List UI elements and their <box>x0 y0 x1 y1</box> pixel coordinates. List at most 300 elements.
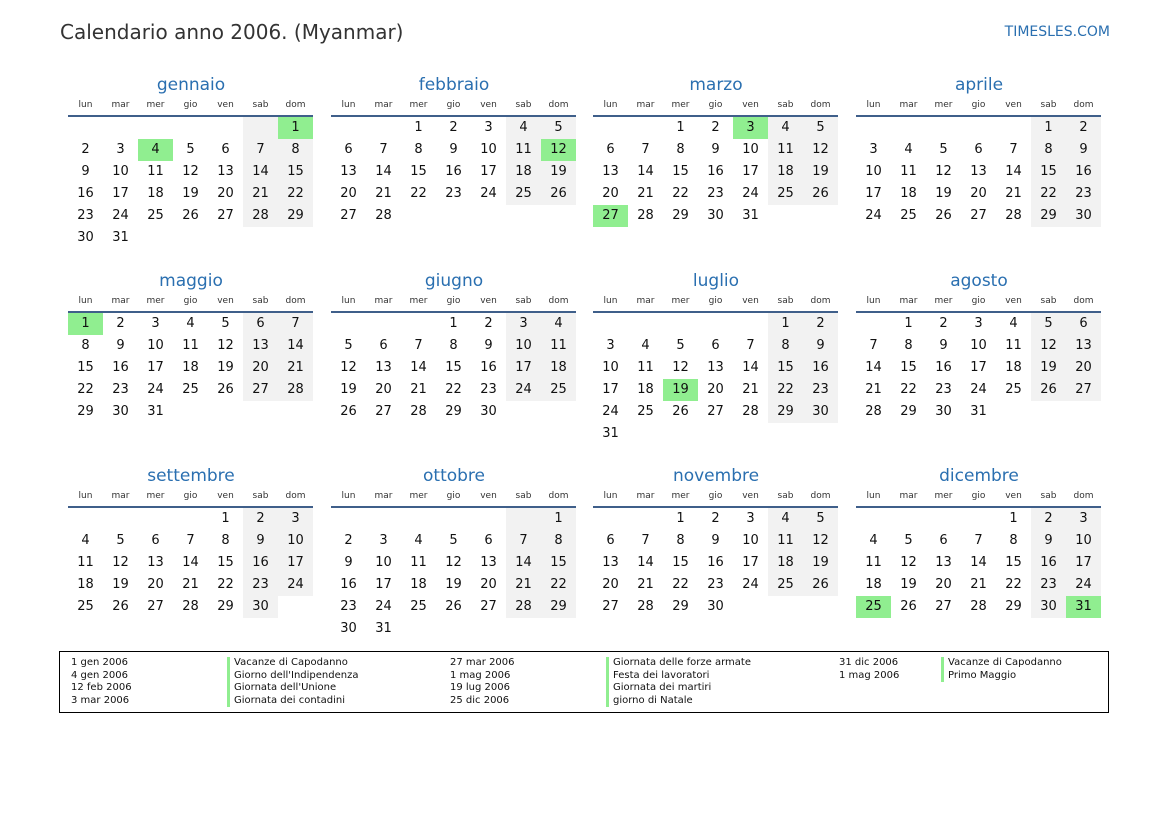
day-cell: 24 <box>865 208 882 223</box>
day-cell: 10 <box>506 335 541 357</box>
day-cell: 5 <box>186 142 195 157</box>
day-cell: 22 <box>410 186 427 201</box>
holiday-day: 27 <box>593 205 628 227</box>
day-cell: 26 <box>217 382 234 397</box>
day-cell: 15 <box>445 360 462 375</box>
weekday-label: sab <box>515 296 532 306</box>
weekday-label: dom <box>1073 100 1094 110</box>
month-febbraio <box>331 73 577 227</box>
legend-date: 19 lug 2006 <box>450 682 510 694</box>
day-cell: 19 <box>935 186 952 201</box>
day-cell: 23 <box>480 382 497 397</box>
empty-day <box>331 313 366 335</box>
day-cell: 6 <box>606 533 615 548</box>
holiday-day: 1 <box>68 313 103 335</box>
day-cell: 17 <box>375 577 392 592</box>
day-cell: 22 <box>217 577 234 592</box>
day-cell: 23 <box>803 379 838 401</box>
legend-event: Giornata dei contadini <box>227 695 359 708</box>
day-cell: 22 <box>278 183 313 205</box>
day-cell: 5 <box>541 117 576 139</box>
day-grid <box>593 313 839 445</box>
day-cell: 27 <box>1066 379 1101 401</box>
day-cell: 21 <box>278 357 313 379</box>
day-grid <box>856 117 1102 227</box>
day-cell: 1 <box>676 120 685 135</box>
day-cell: 21 <box>410 382 427 397</box>
day-cell: 12 <box>803 530 838 552</box>
weekday-label: sab <box>1040 491 1057 501</box>
day-cell: 11 <box>541 335 576 357</box>
weekday-header <box>856 489 1102 504</box>
day-cell: 24 <box>1066 574 1101 596</box>
day-cell: 14 <box>375 164 392 179</box>
weekday-label: ven <box>480 491 497 501</box>
day-cell: 1 <box>768 313 803 335</box>
day-cell: 21 <box>243 183 278 205</box>
weekday-label: gio <box>708 296 723 306</box>
legend-date: 4 gen 2006 <box>71 669 129 681</box>
weekday-label: mar <box>374 100 393 110</box>
legend-event: Primo Maggio <box>941 670 1062 683</box>
day-cell: 15 <box>278 161 313 183</box>
day-cell: 16 <box>1066 161 1101 183</box>
day-grid <box>331 117 577 227</box>
empty-day <box>628 117 663 139</box>
day-cell: 17 <box>970 360 987 375</box>
day-cell: 13 <box>707 360 724 375</box>
day-cell: 6 <box>1066 313 1101 335</box>
day-cell: 13 <box>970 164 987 179</box>
day-cell: 3 <box>151 316 160 331</box>
weekday-label: sab <box>777 296 794 306</box>
day-cell: 17 <box>506 357 541 379</box>
month-settembre <box>68 464 314 618</box>
day-cell: 1 <box>1009 511 1018 526</box>
day-cell: 20 <box>1066 357 1101 379</box>
day-cell: 13 <box>1066 335 1101 357</box>
day-cell: 31 <box>742 208 759 223</box>
brand-link[interactable]: TIMESLES.COM <box>1004 24 1110 40</box>
weekday-header <box>331 98 577 113</box>
empty-day <box>926 508 961 530</box>
day-cell: 19 <box>803 161 838 183</box>
month-name: settembre <box>147 466 235 486</box>
day-cell: 19 <box>1031 357 1066 379</box>
day-cell: 29 <box>217 599 234 614</box>
day-cell: 25 <box>182 382 199 397</box>
day-cell: 6 <box>974 142 983 157</box>
day-cell: 9 <box>803 335 838 357</box>
day-cell: 6 <box>939 533 948 548</box>
weekday-label: mar <box>899 296 918 306</box>
weekday-label: ven <box>742 296 759 306</box>
weekday-label: ven <box>217 491 234 501</box>
weekday-header <box>856 98 1102 113</box>
day-cell: 5 <box>344 338 353 353</box>
day-cell: 5 <box>939 142 948 157</box>
day-cell: 14 <box>182 555 199 570</box>
day-cell: 14 <box>637 555 654 570</box>
day-cell: 8 <box>1009 533 1018 548</box>
day-cell: 19 <box>112 577 129 592</box>
day-cell: 2 <box>243 508 278 530</box>
day-cell: 29 <box>1031 205 1066 227</box>
weekday-label: lun <box>341 100 356 110</box>
weekday-label: dom <box>1073 296 1094 306</box>
day-cell: 29 <box>768 401 803 423</box>
empty-day <box>138 508 173 530</box>
day-cell: 30 <box>935 404 952 419</box>
weekday-label: sab <box>1040 296 1057 306</box>
legend-date: 25 dic 2006 <box>450 694 510 706</box>
day-cell: 27 <box>340 208 357 223</box>
day-cell: 20 <box>707 382 724 397</box>
day-grid <box>68 313 314 423</box>
day-cell: 11 <box>506 139 541 161</box>
day-cell: 4 <box>768 508 803 530</box>
legend-event: giorno di Natale <box>606 695 751 708</box>
day-cell: 20 <box>340 186 357 201</box>
day-cell: 13 <box>340 164 357 179</box>
month-name: marzo <box>689 75 743 95</box>
empty-day <box>471 508 506 530</box>
weekday-header <box>593 294 839 309</box>
day-cell: 13 <box>375 360 392 375</box>
empty-day <box>331 117 366 139</box>
day-cell: 22 <box>1005 577 1022 592</box>
day-cell: 22 <box>900 382 917 397</box>
empty-day <box>506 508 541 530</box>
day-cell: 28 <box>742 404 759 419</box>
day-cell: 4 <box>506 117 541 139</box>
day-cell: 30 <box>112 404 129 419</box>
day-cell: 18 <box>541 357 576 379</box>
day-cell: 3 <box>746 511 755 526</box>
day-cell: 22 <box>672 186 689 201</box>
legend-events-column <box>606 657 751 707</box>
day-cell: 9 <box>1066 139 1101 161</box>
month-name: febbraio <box>418 75 490 95</box>
day-cell: 5 <box>803 117 838 139</box>
day-cell: 23 <box>707 577 724 592</box>
day-cell: 26 <box>935 208 952 223</box>
day-cell: 7 <box>869 338 878 353</box>
weekday-label: sab <box>252 100 269 110</box>
day-cell: 19 <box>900 577 917 592</box>
day-cell: 26 <box>445 599 462 614</box>
day-grid <box>68 117 314 249</box>
empty-day <box>856 313 891 335</box>
day-cell: 29 <box>900 404 917 419</box>
day-cell: 16 <box>935 360 952 375</box>
day-cell: 25 <box>506 183 541 205</box>
weekday-label: lun <box>341 491 356 501</box>
empty-day <box>243 117 278 139</box>
legend-date: 3 mar 2006 <box>71 694 130 706</box>
weekday-label: lun <box>78 100 93 110</box>
day-cell: 6 <box>243 313 278 335</box>
holiday-day: 19 <box>663 379 698 401</box>
month-marzo <box>593 73 839 227</box>
day-cell: 13 <box>602 164 619 179</box>
day-cell: 31 <box>147 404 164 419</box>
day-cell: 21 <box>506 574 541 596</box>
weekday-label: dom <box>285 296 306 306</box>
weekday-label: mer <box>409 296 428 306</box>
day-cell: 24 <box>112 208 129 223</box>
day-cell: 18 <box>637 382 654 397</box>
legend-dates-column <box>71 657 132 707</box>
day-cell: 3 <box>278 508 313 530</box>
weekday-header <box>331 294 577 309</box>
day-cell: 3 <box>974 316 983 331</box>
weekday-label: ven <box>1005 296 1022 306</box>
weekday-label: sab <box>777 491 794 501</box>
day-cell: 15 <box>1031 161 1066 183</box>
day-cell: 10 <box>278 530 313 552</box>
day-cell: 15 <box>1005 555 1022 570</box>
empty-day <box>733 313 768 335</box>
day-cell: 16 <box>445 164 462 179</box>
day-cell: 23 <box>1031 574 1066 596</box>
month-dicembre <box>856 464 1102 618</box>
day-cell: 24 <box>602 404 619 419</box>
weekday-label: gio <box>708 491 723 501</box>
day-cell: 21 <box>375 186 392 201</box>
day-cell: 20 <box>217 186 234 201</box>
day-cell: 19 <box>445 577 462 592</box>
day-cell: 23 <box>935 382 952 397</box>
weekday-label: gio <box>446 296 461 306</box>
day-cell: 16 <box>707 555 724 570</box>
day-cell: 11 <box>1005 338 1022 353</box>
day-cell: 29 <box>541 596 576 618</box>
legend-event: Giornata dei martiri <box>606 682 751 695</box>
day-cell: 6 <box>484 533 493 548</box>
day-cell: 8 <box>278 139 313 161</box>
day-grid <box>331 313 577 423</box>
empty-day <box>331 508 366 530</box>
day-cell: 16 <box>1031 552 1066 574</box>
day-cell: 4 <box>81 533 90 548</box>
day-cell: 8 <box>676 533 685 548</box>
day-cell: 20 <box>480 577 497 592</box>
empty-day <box>698 313 733 335</box>
weekday-label: ven <box>217 100 234 110</box>
day-cell: 16 <box>112 360 129 375</box>
empty-day <box>628 508 663 530</box>
empty-day <box>926 117 961 139</box>
day-grid <box>593 117 839 227</box>
day-cell: 29 <box>672 599 689 614</box>
month-name: ottobre <box>423 466 485 486</box>
day-cell: 1 <box>1031 117 1066 139</box>
day-cell: 26 <box>1031 379 1066 401</box>
day-cell: 8 <box>449 338 458 353</box>
day-cell: 2 <box>803 313 838 335</box>
legend-event: Festa dei lavoratori <box>606 670 751 683</box>
day-cell: 4 <box>904 142 913 157</box>
day-cell: 9 <box>116 338 125 353</box>
day-cell: 11 <box>865 555 882 570</box>
weekday-label: mer <box>671 100 690 110</box>
weekday-label: mar <box>636 100 655 110</box>
day-cell: 15 <box>768 357 803 379</box>
day-cell: 28 <box>637 208 654 223</box>
day-cell: 13 <box>935 555 952 570</box>
empty-day <box>961 117 996 139</box>
day-cell: 10 <box>865 164 882 179</box>
day-cell: 29 <box>1005 599 1022 614</box>
day-cell: 7 <box>641 142 650 157</box>
legend-dates-column <box>839 657 899 682</box>
day-cell: 12 <box>935 164 952 179</box>
day-cell: 4 <box>541 313 576 335</box>
day-cell: 3 <box>1066 508 1101 530</box>
day-cell: 2 <box>939 316 948 331</box>
empty-day <box>628 313 663 335</box>
empty-day <box>401 508 436 530</box>
day-cell: 20 <box>243 357 278 379</box>
holiday-day: 4 <box>138 139 173 161</box>
day-cell: 12 <box>112 555 129 570</box>
day-cell: 21 <box>970 577 987 592</box>
day-cell: 12 <box>1031 335 1066 357</box>
day-cell: 25 <box>900 208 917 223</box>
day-cell: 16 <box>803 357 838 379</box>
day-cell: 12 <box>182 164 199 179</box>
legend-event: Giornata dell'Unione <box>227 682 359 695</box>
day-cell: 23 <box>445 186 462 201</box>
weekday-label: gio <box>971 296 986 306</box>
legend-date: 12 feb 2006 <box>71 682 132 694</box>
day-cell: 22 <box>445 382 462 397</box>
weekday-label: mer <box>146 100 165 110</box>
day-cell: 24 <box>506 379 541 401</box>
day-cell: 27 <box>243 379 278 401</box>
empty-day <box>366 508 401 530</box>
day-cell: 25 <box>410 599 427 614</box>
weekday-label: mar <box>374 296 393 306</box>
day-cell: 9 <box>449 142 458 157</box>
weekday-header <box>68 489 314 504</box>
day-cell: 21 <box>865 382 882 397</box>
day-cell: 18 <box>768 161 803 183</box>
day-cell: 17 <box>602 382 619 397</box>
weekday-label: lun <box>603 491 618 501</box>
day-cell: 22 <box>1031 183 1066 205</box>
day-cell: 3 <box>379 533 388 548</box>
day-cell: 27 <box>970 208 987 223</box>
legend-dates-column <box>450 657 515 707</box>
day-cell: 16 <box>243 552 278 574</box>
day-cell: 5 <box>221 316 230 331</box>
day-cell: 19 <box>340 382 357 397</box>
empty-day <box>593 508 628 530</box>
weekday-header <box>68 98 314 113</box>
day-cell: 28 <box>637 599 654 614</box>
weekday-label: sab <box>515 491 532 501</box>
day-cell: 31 <box>375 621 392 636</box>
day-cell: 17 <box>480 164 497 179</box>
day-cell: 2 <box>449 120 458 135</box>
day-cell: 17 <box>742 164 759 179</box>
day-cell: 15 <box>77 360 94 375</box>
day-cell: 2 <box>116 316 125 331</box>
weekday-label: mer <box>934 100 953 110</box>
day-cell: 2 <box>344 533 353 548</box>
day-cell: 23 <box>243 574 278 596</box>
day-cell: 14 <box>742 360 759 375</box>
day-cell: 20 <box>602 577 619 592</box>
weekday-header <box>856 294 1102 309</box>
day-cell: 13 <box>480 555 497 570</box>
weekday-label: dom <box>1073 491 1094 501</box>
day-cell: 17 <box>865 186 882 201</box>
weekday-label: lun <box>603 100 618 110</box>
empty-day <box>68 117 103 139</box>
day-cell: 26 <box>340 404 357 419</box>
empty-day <box>138 117 173 139</box>
day-cell: 24 <box>970 382 987 397</box>
weekday-label: ven <box>1005 100 1022 110</box>
month-name: dicembre <box>939 466 1019 486</box>
month-name: aprile <box>954 75 1004 95</box>
day-cell: 27 <box>935 599 952 614</box>
weekday-header <box>68 294 314 309</box>
day-cell: 7 <box>414 338 423 353</box>
day-cell: 25 <box>768 574 803 596</box>
day-cell: 15 <box>672 164 689 179</box>
day-cell: 30 <box>1066 205 1101 227</box>
day-cell: 16 <box>480 360 497 375</box>
day-cell: 4 <box>186 316 195 331</box>
day-cell: 21 <box>182 577 199 592</box>
empty-day <box>996 117 1031 139</box>
day-cell: 11 <box>900 164 917 179</box>
day-cell: 11 <box>768 139 803 161</box>
month-name: novembre <box>672 466 760 486</box>
day-cell: 28 <box>970 599 987 614</box>
day-cell: 2 <box>81 142 90 157</box>
day-cell: 22 <box>541 574 576 596</box>
day-cell: 16 <box>340 577 357 592</box>
day-cell: 14 <box>410 360 427 375</box>
weekday-label: ven <box>480 100 497 110</box>
day-cell: 7 <box>243 139 278 161</box>
day-cell: 11 <box>147 164 164 179</box>
holiday-day: 25 <box>856 596 891 618</box>
weekday-label: dom <box>285 491 306 501</box>
day-cell: 12 <box>445 555 462 570</box>
day-cell: 20 <box>375 382 392 397</box>
day-cell: 8 <box>904 338 913 353</box>
weekday-label: gio <box>183 491 198 501</box>
day-cell: 20 <box>935 577 952 592</box>
weekday-label: dom <box>285 100 306 110</box>
day-cell: 1 <box>904 316 913 331</box>
empty-day <box>891 117 926 139</box>
month-luglio <box>593 269 839 445</box>
weekday-label: dom <box>810 491 831 501</box>
day-cell: 9 <box>1031 530 1066 552</box>
day-cell: 9 <box>243 530 278 552</box>
day-cell: 17 <box>112 186 129 201</box>
day-cell: 3 <box>116 142 125 157</box>
day-cell: 4 <box>768 117 803 139</box>
day-cell: 1 <box>449 316 458 331</box>
